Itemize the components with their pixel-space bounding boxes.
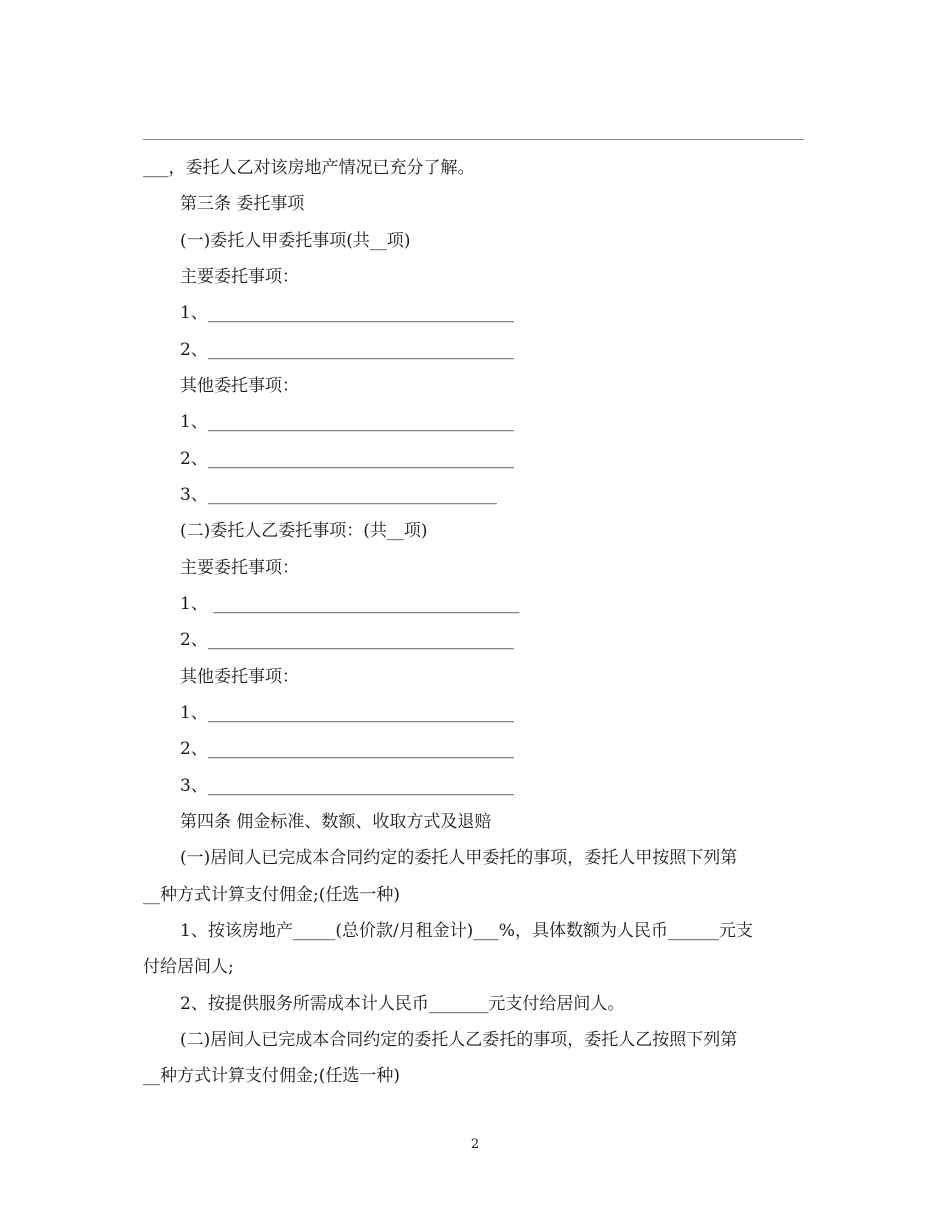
other-item-1-blank: 1、____________________________________ — [180, 703, 514, 723]
main-item-2-blank: 2、____________________________________ — [180, 630, 514, 650]
main-item-2-blank: 2、____________________________________ — [180, 340, 514, 360]
commission-option-1-cont: 付给居间人; — [143, 957, 234, 977]
main-items-label: 主要委托事项： — [180, 267, 299, 287]
other-item-3-blank: 3、__________________________________ — [180, 485, 497, 505]
commission-option-2: 2、按提供服务所需成本计人民币_______元支付给居间人。 — [180, 994, 625, 1014]
other-items-label: 其他委托事项： — [180, 667, 299, 687]
other-item-2-blank: 2、____________________________________ — [180, 449, 514, 469]
commission-option-1: 1、按该房地产_____(总价款/月租金计)___%，具体数额为人民币______元支 — [180, 921, 753, 941]
party-b-items-heading: (二)委托人乙委托事项：(共__项) — [180, 521, 428, 541]
main-items-label: 主要委托事项： — [180, 558, 299, 578]
other-item-3-blank: 3、____________________________________ — [180, 776, 514, 796]
clause-continuation: ___，委托人乙对该房地产情况已充分了解。 — [143, 158, 475, 178]
commission-party-a-paragraph-cont: __种方式计算支付佣金;(任选一种) — [143, 885, 400, 905]
main-item-1-blank: 1、 ____________________________________ — [180, 594, 520, 614]
commission-party-a-paragraph: (一)居间人已完成本合同约定的委托人甲委托的事项，委托人甲按照下列第 — [180, 848, 738, 868]
header-rule — [143, 139, 804, 140]
article-3-heading: 第三条 委托事项 — [180, 194, 305, 214]
page-number: 2 — [470, 1137, 480, 1152]
other-item-1-blank: 1、____________________________________ — [180, 412, 514, 432]
party-a-items-heading: (一)委托人甲委托事项(共__项) — [180, 231, 411, 251]
other-items-label: 其他委托事项： — [180, 376, 299, 396]
commission-party-b-paragraph: (二)居间人已完成本合同约定的委托人乙委托的事项，委托人乙按照下列第 — [180, 1030, 738, 1050]
article-4-heading: 第四条 佣金标准、数额、收取方式及退赔 — [180, 812, 492, 832]
other-item-2-blank: 2、____________________________________ — [180, 739, 514, 759]
main-item-1-blank: 1、____________________________________ — [180, 303, 514, 323]
commission-party-b-paragraph-cont: __种方式计算支付佣金;(任选一种) — [143, 1066, 400, 1086]
